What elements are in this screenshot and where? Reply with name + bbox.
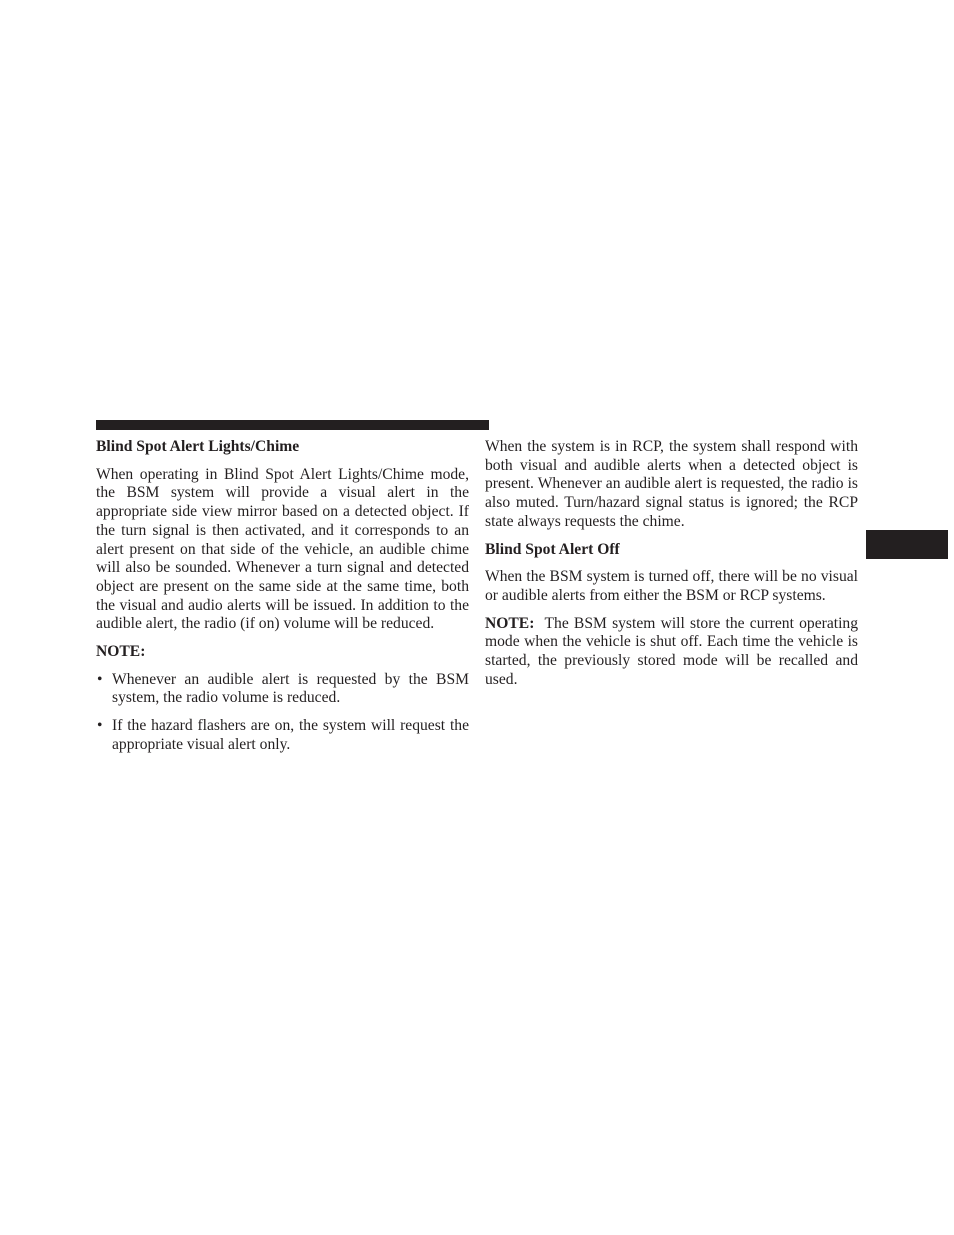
bullet-text: If the hazard flashers are on, the system will request the appropriate visual alert only. [112,717,469,753]
heading-blind-spot-alert-lights-chime: Blind Spot Alert Lights/Chime [96,438,300,455]
bullet-text: Whenever an audible alert is requested by the BSM system, the radio volume is reduced. [112,670,469,707]
note-paragraph [485,615,858,690]
note-label: NOTE: [485,614,535,632]
heading-blind-spot-alert-off: Blind Spot Alert Off [485,540,620,558]
bullet-glyph: • [97,717,103,735]
chapter-tab-marker [866,530,948,559]
list-item [96,671,469,708]
paragraph-bsm-off: When the BSM system is turned off, there will be no visual or audible alerts from either the BSM or RCP systems. [485,568,858,604]
section-top-rule [96,420,489,430]
note-bullet-list [96,671,469,755]
left-column [96,438,469,764]
note-text: The BSM system will store the current operating mode when the vehicle is shut off. Each time the vehicle is started, the previously stored mode will be recalled and used. [485,614,859,688]
bullet-glyph: • [97,670,103,688]
right-column [485,438,858,698]
paragraph-lights-chime-mode: When operating in Blind Spot Alert Lights/Chime mode, the BSM system will provide a visual alert in the appropriate side view mirror based on a detected object. If the turn signal is then activated, and it corresponds to an alert present on that side of the vehicle, an audible chime will also be sounded. Whenever a turn signal and detected object are present on the same side at the same time, both the visual and audio alerts will be issued. In addition to the audible alert, the radio (if on) volume will be reduced. [96,465,469,633]
list-item [96,717,469,754]
paragraph-rcp: When the system is in RCP, the system shall respond with both visual and audible alerts when a detected object is present. Whenever an audible alert is requested, the radio is also muted. Turn/hazard signal status is ignored; the RCP state always requests the chime. [485,438,858,530]
note-label: NOTE: [96,643,146,661]
